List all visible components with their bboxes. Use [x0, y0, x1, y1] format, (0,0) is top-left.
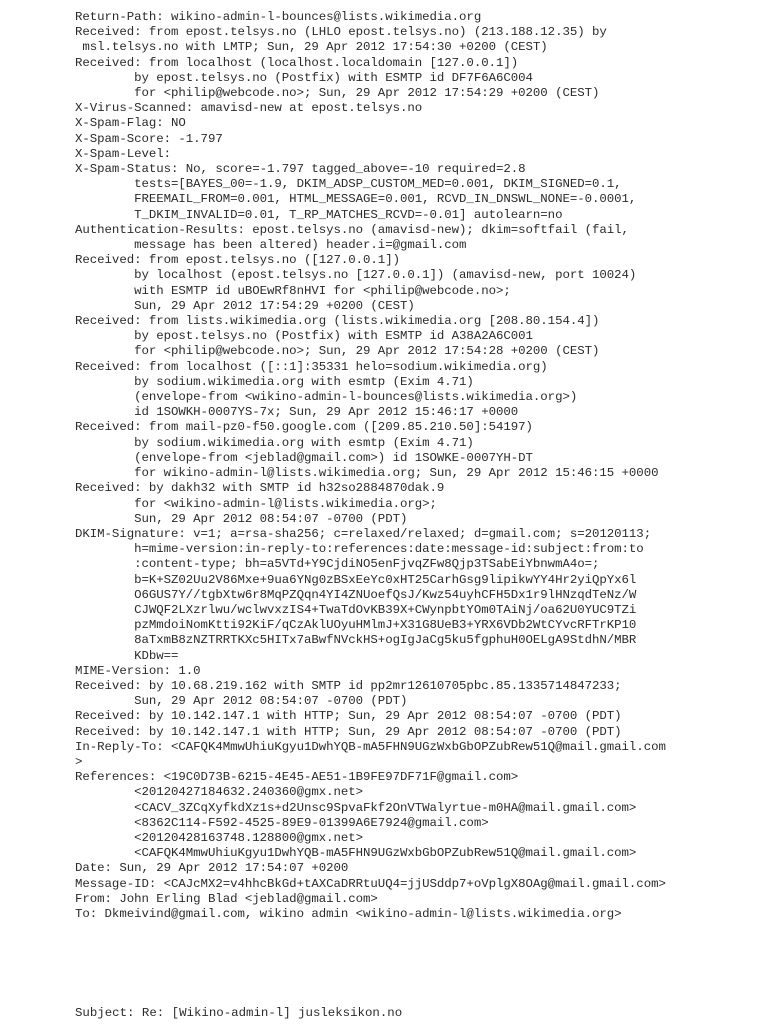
header-line: In-Reply-To: <CAFQK4MmwUhiuKgyu1DwhYQB-mA5FHN9UGzWxbGbOPZubRew51Q@mail.gmail.com [75, 739, 666, 754]
header-line: for <philip@webcode.no>; Sun, 29 Apr 2012 17:54:28 +0200 (CEST) [75, 344, 600, 359]
header-line: Return-Path: wikino-admin-l-bounces@lists.wikimedia.org [75, 10, 482, 24]
email-subject-line: Subject: Re: [Wikino-admin-l] jusleksikon.no [75, 1006, 403, 1020]
header-line: (envelope-from <wikino-admin-l-bounces@lists.wikimedia.org>) [75, 390, 578, 405]
header-line: Sun, 29 Apr 2012 08:54:07 -0700 (PDT) [75, 694, 408, 709]
header-line: pzMmdoiNomKtti92KiF/qCzAklUOyuHMlmJ+X31G8UeB3+YRX6VDb2WtCYvcRFTrKP10 [75, 618, 637, 633]
header-line: Received: from mail-pz0-f50.google.com ([209.85.210.50]:54197) [75, 420, 533, 435]
header-line: KDbw== [75, 648, 179, 663]
header-line: X-Virus-Scanned: amavisd-new at epost.telsys.no [75, 101, 423, 116]
header-line: id 1SOWKH-0007YS-7x; Sun, 29 Apr 2012 15:46:17 +0000 [75, 405, 519, 420]
header-line: by epost.telsys.no (Postfix) with ESMTP id A38A2A6C001 [75, 329, 533, 344]
header-line: Received: by 10.142.147.1 with HTTP; Sun, 29 Apr 2012 08:54:07 -0700 (PDT) [75, 709, 622, 724]
header-line: From: John Erling Blad <jeblad@gmail.com> [75, 891, 378, 906]
header-line: by epost.telsys.no (Postfix) with ESMTP id DF7F6A6C004 [75, 70, 533, 85]
header-line: Received: from localhost ([::1]:35331 helo=sodium.wikimedia.org) [75, 359, 548, 374]
header-line: :content-type; bh=a5VTd+Y9CjdiNO5enFjvqZFw8Qjp3TSabEiYbnwmA4o=; [75, 557, 600, 572]
header-line: DKIM-Signature: v=1; a=rsa-sha256; c=relaxed/relaxed; d=gmail.com; s=20120113; [75, 526, 652, 541]
header-line: by sodium.wikimedia.org with esmtp (Exim 4.71) [75, 435, 474, 450]
header-line: <20120427184632.240360@gmx.net> [75, 785, 364, 800]
header-line: Received: from epost.telsys.no (LHLO epost.telsys.no) (213.188.12.35) by [75, 25, 607, 40]
header-line: h=mime-version:in-reply-to:references:date:message-id:subject:from:to [75, 542, 644, 557]
header-line: by localhost (epost.telsys.no [127.0.0.1]) (amavisd-new, port 10024) [75, 268, 637, 283]
header-line: > [75, 754, 83, 769]
header-line: (envelope-from <jeblad@gmail.com>) id 1SOWKE-0007YH-DT [75, 450, 533, 465]
header-line: CJWQF2LXzrlwu/wclwvxzIS4+TwaTdOvKB39X+CWynpbtYOm0TAiNj/oa62U0YUC9TZi [75, 602, 637, 617]
header-line: b=K+SZ02Uu2V86Mxe+9ua6YNg0zBSxEeYc0xHT25CarhGsg9lipikwYY4Hr2yiQpYx6l [75, 572, 637, 587]
header-line: 8aTxmB8zNZTRRTKXc5HITx7aBwfNVckHS+ogIgJaCg5ku5fgphuH0OELgA9StdhN/MBR [75, 633, 637, 648]
header-line: References: <19C0D73B-6215-4E45-AE51-1B9FE97DF71F@gmail.com> [75, 770, 519, 785]
header-line: To: Dkmeivind@gmail.com, wikino admin <wikino-admin-l@lists.wikimedia.org> [75, 906, 622, 921]
header-line: Received: from lists.wikimedia.org (lists.wikimedia.org [208.80.154.4]) [75, 314, 600, 329]
header-line: Message-ID: <CAJcMX2=v4hhcBkGd+tAXCaDRRtuUQ4=jjUSddp7+oVplgX8OAg@mail.gmail.com> [75, 876, 666, 891]
header-line: Sun, 29 Apr 2012 08:54:07 -0700 (PDT) [75, 511, 408, 526]
header-line: <8362C114-F592-4525-89E9-01399A6E7924@gmail.com> [75, 815, 489, 830]
header-line: X-Spam-Flag: NO [75, 116, 186, 131]
header-line: MIME-Version: 1.0 [75, 663, 201, 678]
header-line: with ESMTP id uBOEwRf8nHVI for <philip@webcode.no>; [75, 283, 511, 298]
header-line: <CAFQK4MmwUhiuKgyu1DwhYQB-mA5FHN9UGzWxbGbOPZubRew51Q@mail.gmail.com> [75, 846, 637, 861]
header-line: <20120428163748.128800@gmx.net> [75, 830, 364, 845]
header-line: Received: from localhost (localhost.localdomain [127.0.0.1]) [75, 55, 519, 70]
header-line: X-Spam-Status: No, score=-1.797 tagged_above=-10 required=2.8 [75, 162, 526, 177]
header-line: Received: by dakh32 with SMTP id h32so2884870dak.9 [75, 481, 445, 496]
header-line: Received: by 10.142.147.1 with HTTP; Sun, 29 Apr 2012 08:54:07 -0700 (PDT) [75, 724, 622, 739]
header-line: for <wikino-admin-l@lists.wikimedia.org>; [75, 496, 437, 511]
header-line: Received: by 10.68.219.162 with SMTP id pp2mr12610705pbc.85.1335714847233; [75, 678, 622, 693]
header-line: Sun, 29 Apr 2012 17:54:29 +0200 (CEST) [75, 298, 415, 313]
header-line: for <philip@webcode.no>; Sun, 29 Apr 2012 17:54:29 +0200 (CEST) [75, 86, 600, 101]
header-line: by sodium.wikimedia.org with esmtp (Exim 4.71) [75, 374, 474, 389]
header-line: msl.telsys.no with LMTP; Sun, 29 Apr 2012 17:54:30 +0200 (CEST) [75, 40, 548, 55]
header-line: Date: Sun, 29 Apr 2012 17:54:07 +0200 [75, 861, 349, 876]
header-line: O6GUS7Y//tgbXtw6r8MqPZQqn4YI4ZNUoefQsJ/Kwz54uyhCFH5Dx1r9lHNzqdTeNz/W [75, 587, 637, 602]
header-line: Received: from epost.telsys.no ([127.0.0.1]) [75, 253, 400, 268]
header-line: Authentication-Results: epost.telsys.no (amavisd-new); dkim=softfail (fail, [75, 222, 629, 237]
header-line: <CACV_3ZCqXyfkdXz1s+d2Unsc9SpvaFkf2OnVTWalyrtue-m0HA@mail.gmail.com> [75, 800, 637, 815]
header-line: FREEMAIL_FROM=0.001, HTML_MESSAGE=0.001, RCVD_IN_DNSWL_NONE=-0.0001, [75, 192, 637, 207]
header-line: X-Spam-Score: -1.797 [75, 131, 223, 146]
header-line: for wikino-admin-l@lists.wikimedia.org; Sun, 29 Apr 2012 15:46:15 +0000 [75, 466, 659, 481]
header-line: T_DKIM_INVALID=0.01, T_RP_MATCHES_RCVD=-0.01] autolearn=no [75, 207, 563, 222]
header-line: X-Spam-Level: [75, 146, 172, 161]
header-line: tests=[BAYES_00=-1.9, DKIM_ADSP_CUSTOM_MED=0.001, DKIM_SIGNED=0.1, [75, 177, 622, 192]
header-line: message has been altered) header.i=@gmail.com [75, 238, 467, 253]
email-raw-headers [75, 10, 755, 922]
